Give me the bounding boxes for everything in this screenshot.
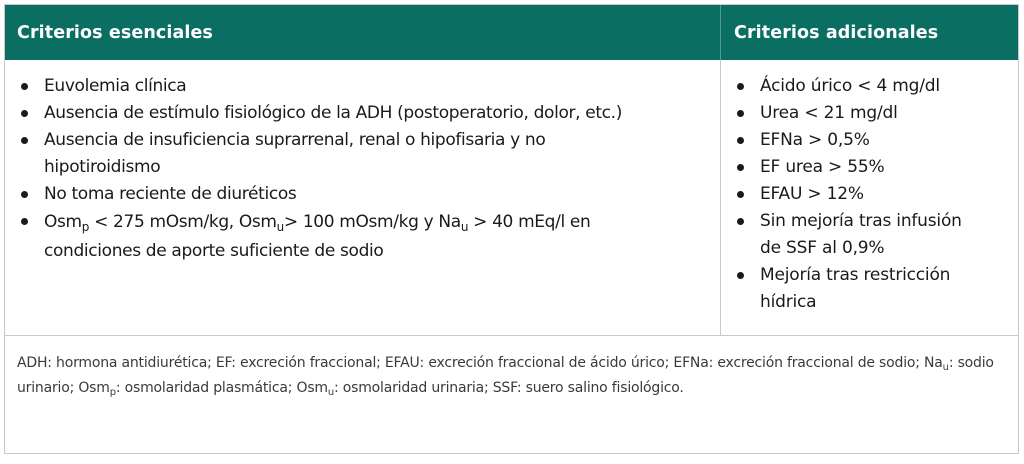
footnote-text-3: : osmolaridad plasmática; Osm <box>115 380 328 396</box>
na-u-subscript: u <box>460 220 469 234</box>
criteria-table <box>4 4 1019 454</box>
footnote-subscript-1: u <box>942 362 949 373</box>
na-u-label: Na <box>438 212 461 232</box>
additional-criteria-list <box>735 73 1010 316</box>
additional-item-urea: Urea < 21 mg/dl <box>735 100 1010 127</box>
footnote-text-1: ADH: hormona antidiurética; EF: excreción fraccional; EFAU: excreción fraccional de ácido úrico; EFNa: excreción fraccional de sodio; Na <box>17 355 943 371</box>
additional-item-ssf-infusion: Sin mejoría tras infusión de SSF al 0,9% <box>735 208 985 262</box>
essential-item-insufficiency <box>19 127 659 181</box>
osm-p-subscript: p <box>81 220 90 234</box>
table-body <box>5 60 1018 336</box>
table-header <box>5 5 1018 60</box>
additional-item-efna: EFNa > 0,5% <box>735 127 1010 154</box>
essential-criteria-column <box>5 60 721 335</box>
additional-item-uric-acid: Ácido úrico < 4 mg/dl <box>735 73 1010 100</box>
header-essential-criteria: Criterios esenciales <box>5 5 721 60</box>
essential-item-diuretics: No toma reciente de diuréticos <box>19 181 712 208</box>
additional-item-ef-urea: EF urea > 55% <box>735 154 1010 181</box>
essential-item-osmolality <box>19 208 679 266</box>
additional-item-water-restriction: Mejoría tras restricción hídrica <box>735 262 985 316</box>
table-footnote <box>5 336 1018 401</box>
footnote-text-2: : sodio urinario; Osm <box>17 355 994 396</box>
essential-criteria-list <box>19 73 712 266</box>
essential-item-adh-stimulus <box>19 100 679 127</box>
essential-item-adh-text: Ausencia de estímulo fisiológico de la ADH (postoperatorio, dolor, etc.) <box>44 103 623 123</box>
essential-item-euvolemia: Euvolemia clínica <box>19 73 712 100</box>
header-additional-criteria: Criterios adicionales <box>734 22 939 43</box>
footnote-subscript-2: p <box>109 387 116 398</box>
essential-item-insufficiency-text: Ausencia de insuficiencia suprarrenal, renal o hipofisaria y no hipotiroidismo <box>44 130 546 177</box>
additional-criteria-column <box>721 60 1018 335</box>
osm-p-label: Osm <box>44 212 82 232</box>
osm-u-label: Osm <box>238 212 277 232</box>
osm-u-condition: > 100 mOsm/kg y <box>283 212 439 232</box>
additional-item-efau: EFAU > 12% <box>735 181 1010 208</box>
na-u-condition: > 40 mEq/l en condiciones de aporte suficiente de sodio <box>44 212 591 261</box>
osm-p-condition: < 275 mOsm/kg, <box>89 212 239 232</box>
footnote-text-4: : osmolaridad urinaria; SSF: suero salino fisiológico. <box>334 380 684 396</box>
footnote-subscript-3: u <box>327 387 334 398</box>
osm-u-subscript: u <box>276 220 284 234</box>
